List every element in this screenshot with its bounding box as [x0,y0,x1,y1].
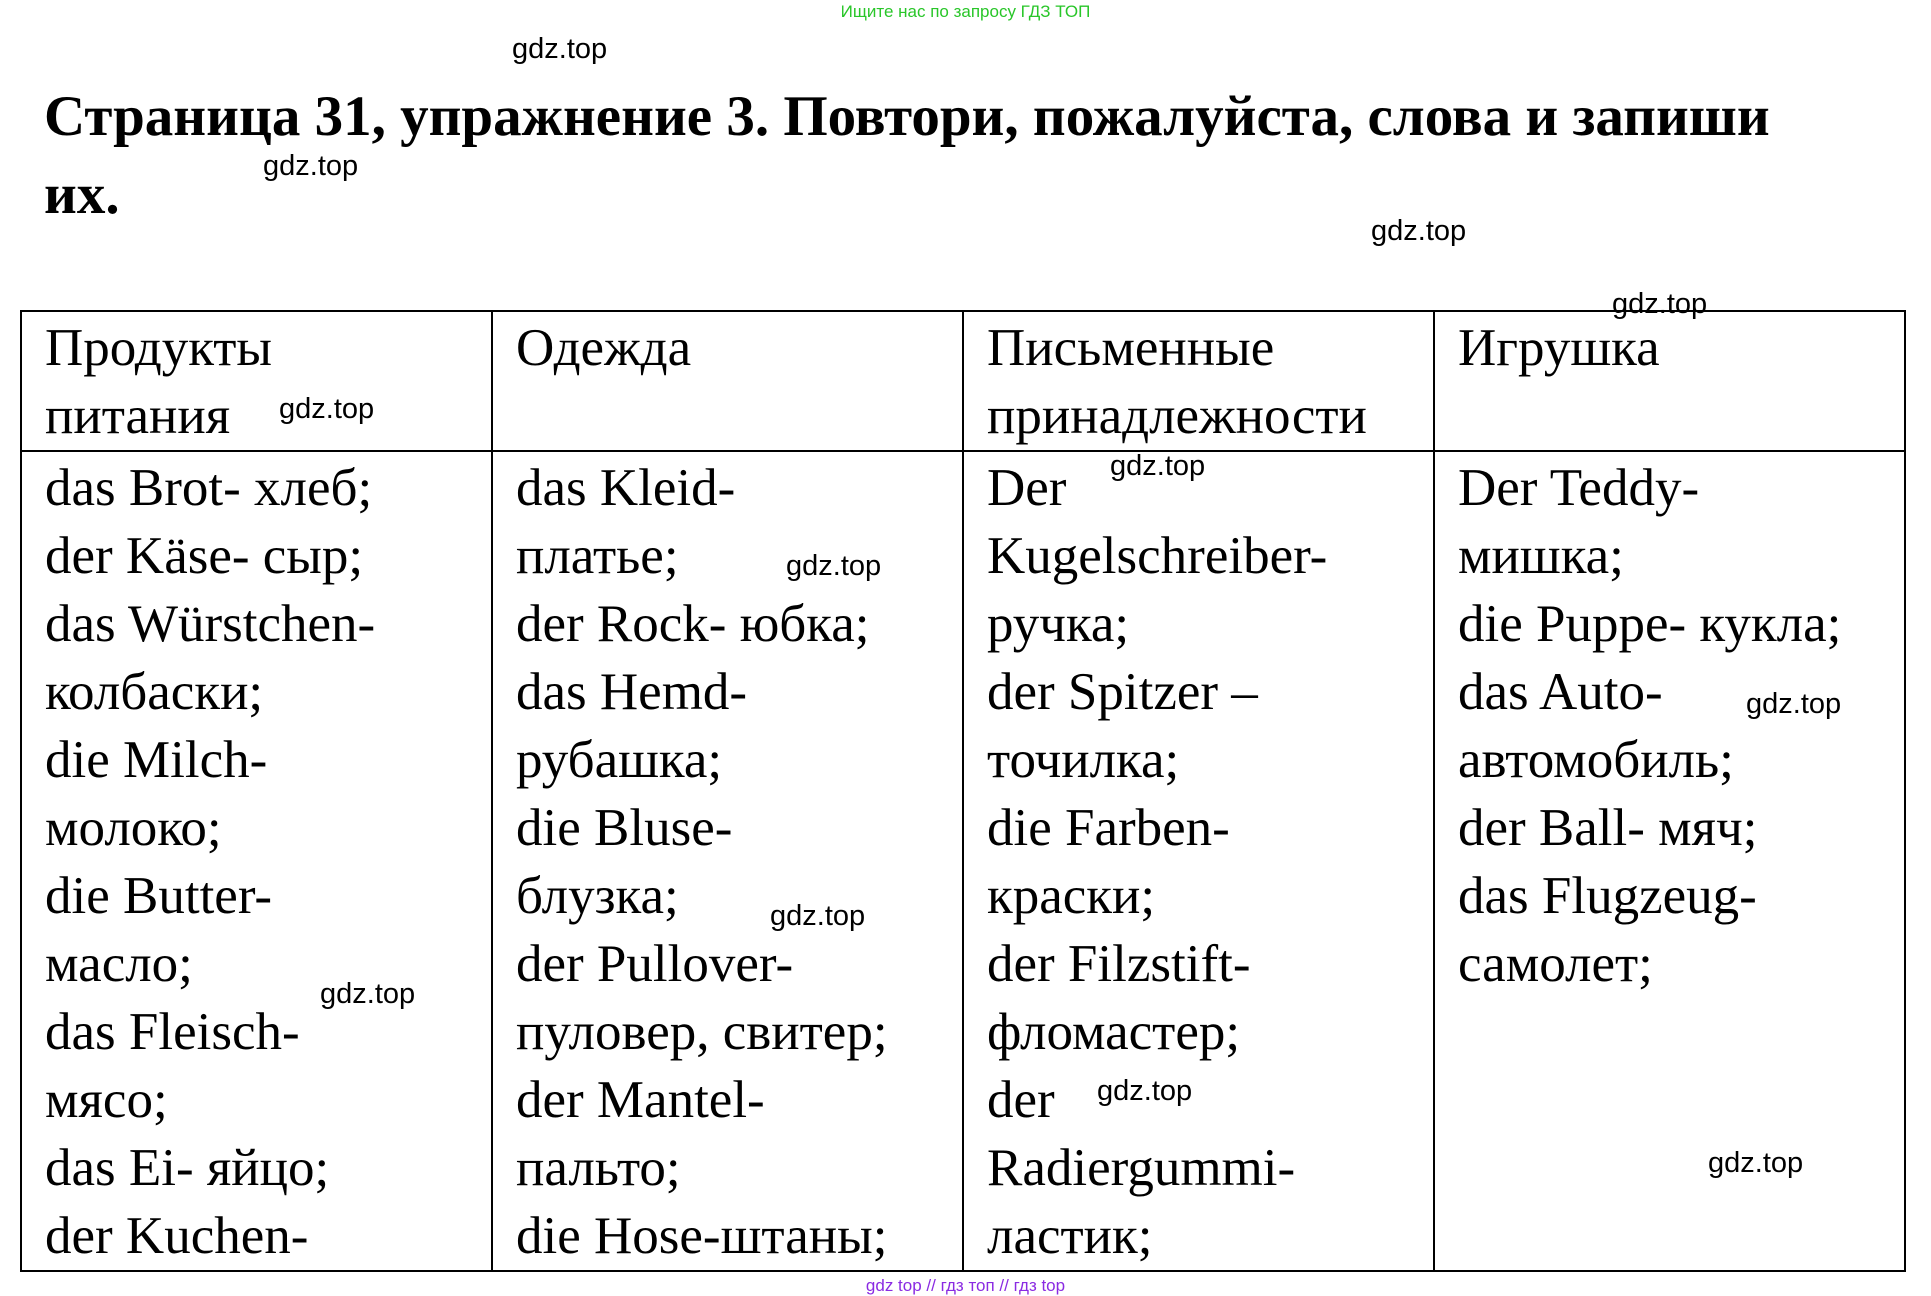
word-line: рубашка; [516,731,723,789]
word-line: блузка; [516,867,679,925]
bottom-banner: gdz top // гдз топ // гдз top [865,1276,1066,1295]
table-header-row [21,311,1905,451]
word-line: der Spitzer – [987,663,1258,721]
column-clothes [492,451,963,1271]
word-line: der [987,1071,1055,1129]
word-line: der Mantel- [516,1071,765,1129]
word-line: масло; [45,935,193,993]
column-food [21,451,492,1271]
header-line: питания [45,387,231,445]
word-line: ластик; [987,1207,1153,1265]
word-line: ручка; [987,595,1130,653]
word-line: der Käse- сыр; [45,527,364,585]
word-line: das Auto- [1458,663,1663,721]
word-line: die Hose-штаны; [516,1207,888,1265]
word-line: die Butter- [45,867,273,925]
word-line: автомобиль; [1458,731,1734,789]
word-line: краски; [987,867,1156,925]
word-line: Radiergummi- [987,1139,1296,1197]
word-line: die Farben- [987,799,1230,857]
watermark: gdz.top [1708,1147,1804,1179]
header-stationery [963,311,1434,451]
watermark: gdz.top [1097,1075,1193,1107]
header-line: принадлежности [987,387,1367,445]
word-line: колбаски; [45,663,264,721]
word-line: фломастер; [987,1003,1241,1061]
word-line: молоко; [45,799,222,857]
word-line: der Rock- юбка; [516,595,870,653]
table-row [21,451,1905,1271]
word-line: самолет; [1458,935,1653,993]
header-toys [1434,311,1905,451]
header-line: Письменные [987,319,1275,377]
word-line: das Würstchen- [45,595,376,653]
word-line: платье; [516,527,679,585]
word-line: das Ei- яйцо; [45,1139,330,1197]
heading-line-2: их. [44,163,120,226]
watermark: gdz.top [1110,450,1206,482]
word-line: мясо; [45,1071,168,1129]
header-line: Продукты [45,319,273,377]
watermark: gdz.top [786,550,882,582]
watermark: gdz.top [320,978,416,1010]
word-line: das Brot- хлеб; [45,459,373,517]
watermark: gdz.top [770,900,866,932]
word-line: der Pullover- [516,935,794,993]
word-line: Kugelschreiber- [987,527,1328,585]
watermark: gdz.top [263,150,359,182]
word-line: Der [987,459,1067,517]
word-line: der Filzstift- [987,935,1251,993]
heading-line-1: Страница 31, упражнение 3. Повтори, пожалуйста, слова и запиши [44,85,1770,148]
header-line: Одежда [516,319,692,377]
word-line: das Flugzeug- [1458,867,1757,925]
vocabulary-table [20,310,1906,1272]
word-line: das Fleisch- [45,1003,300,1061]
header-food [21,311,492,451]
watermark: gdz.top [1746,688,1842,720]
watermark: gdz.top [1371,215,1467,247]
word-line: die Milch- [45,731,268,789]
column-toys [1434,451,1905,1271]
column-stationery [963,451,1434,1271]
word-line: Der Teddy- [1458,459,1700,517]
word-line: der Ball- мяч; [1458,799,1758,857]
word-line: точилка; [987,731,1180,789]
watermark: gdz.top [512,33,608,65]
word-line: пуловер, свитер; [516,1003,888,1061]
word-line: das Hemd- [516,663,748,721]
word-line: die Bluse- [516,799,733,857]
word-line: das Kleid- [516,459,736,517]
watermark: gdz.top [1612,288,1708,320]
word-line: der Kuchen- [45,1207,309,1265]
word-line: die Puppe- кукла; [1458,595,1842,653]
word-line: пальто; [516,1139,681,1197]
header-line: Игрушка [1458,319,1660,377]
watermark: gdz.top [279,393,375,425]
top-banner: Ищите нас по запросу ГДЗ ТОП [840,2,1091,21]
header-clothes [492,311,963,451]
word-line: мишка; [1458,527,1624,585]
